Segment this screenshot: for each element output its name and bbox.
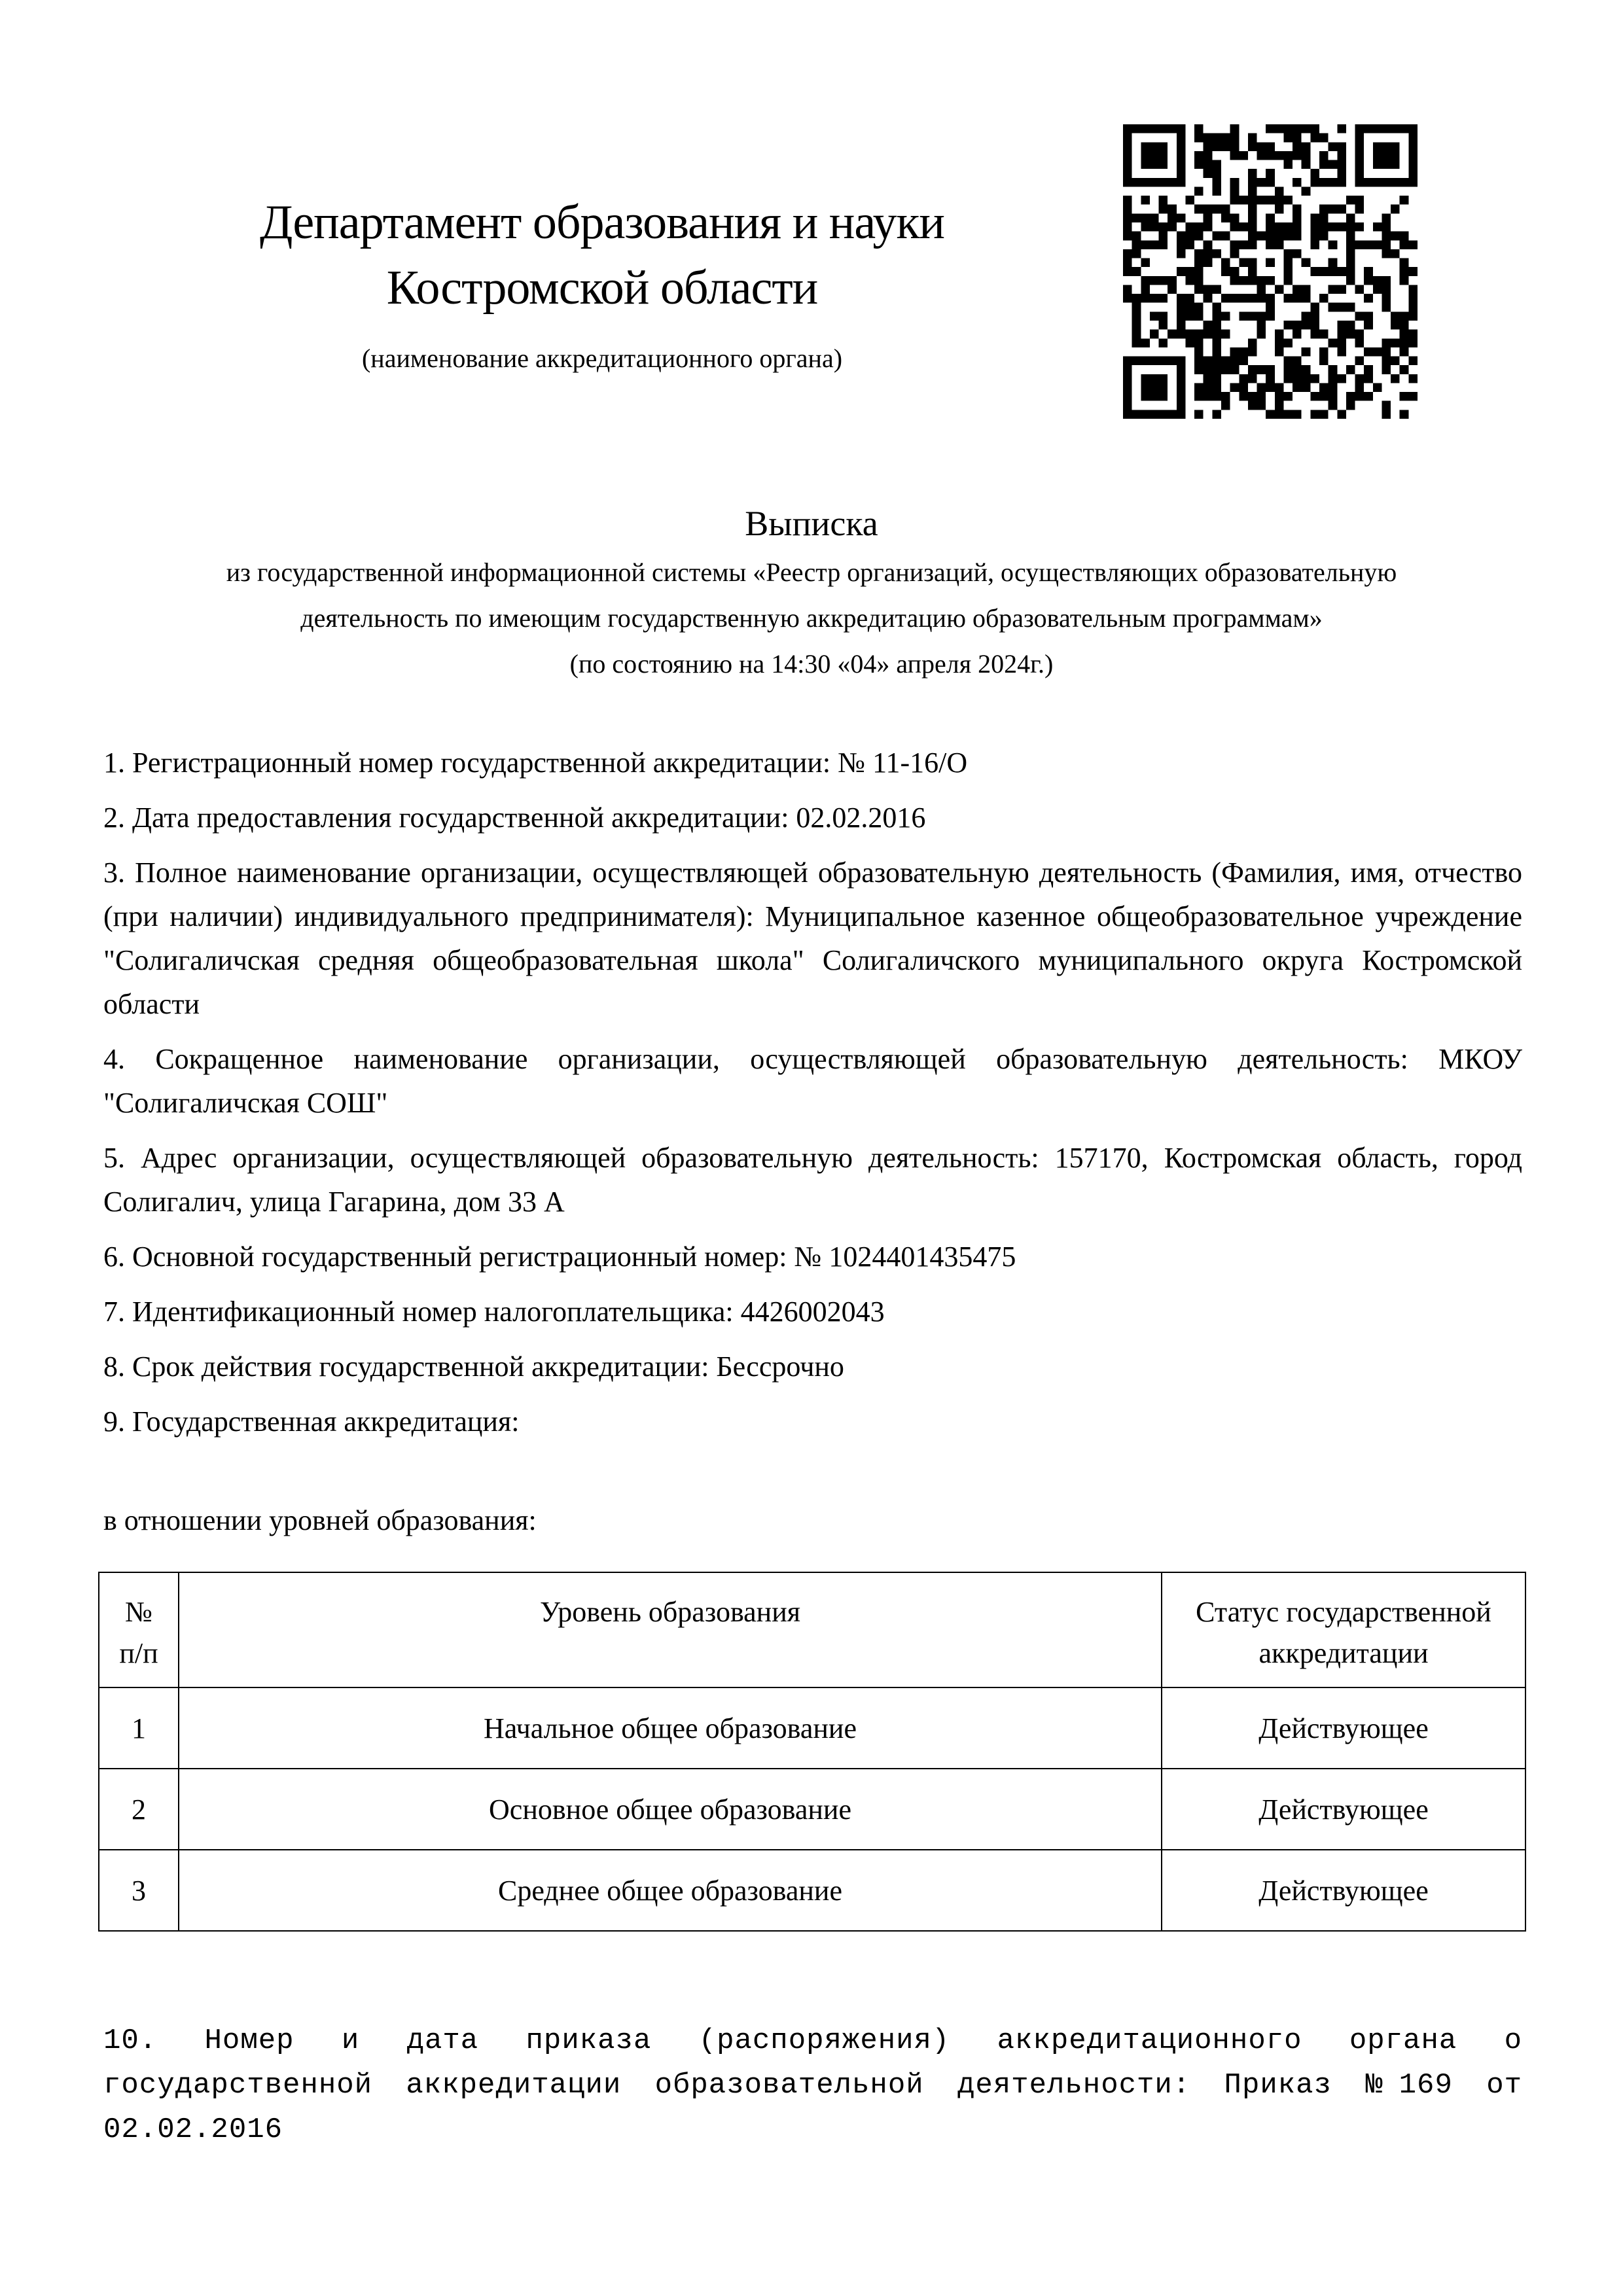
header-status-line-2: аккредитации (1258, 1637, 1429, 1669)
table-row (99, 1850, 1525, 1931)
heading-line-2: деятельность по имеющим государственную аккредитацию образовательным программам» (300, 603, 1323, 633)
document-heading (105, 497, 1518, 687)
header-level: Уровень образования (179, 1572, 1162, 1687)
item-registration-number: 1. Регистрационный номер государственной аккредитации: № 11-16/О (103, 747, 968, 779)
item-short-name: 4. Сокращенное наименование организации, осуществляющей образовательную деятельность: МКОУ "Солигаличская СОШ" (103, 1043, 1522, 1119)
header-status-line-1: Статус государственной (1196, 1596, 1491, 1628)
heading-line-3: (по состоянию на 14:30 «04» апреля 2024г.) (569, 649, 1054, 679)
org-caption: (наименование аккредитационного органа) (361, 344, 843, 373)
table-row (99, 1687, 1525, 1769)
header-number (99, 1572, 179, 1687)
row-number: 2 (99, 1769, 179, 1850)
item-ogrn: 6. Основной государственный регистрационный номер: № 1024401435475 (103, 1241, 1016, 1273)
row-status: Действующее (1162, 1769, 1525, 1850)
org-name-line-2: Костромской области (386, 261, 818, 315)
qr-code-icon (1123, 124, 1418, 419)
row-status: Действующее (1162, 1687, 1525, 1769)
row-number: 3 (99, 1850, 179, 1931)
item-full-name: 3. Полное наименование организации, осуществляющей образовательную деятельность (Фамилия, имя, отчество (при наличии) индивидуального предпринимателя): Муниципальное казенное общеобразовательное учреждение "Солигаличская средняя общеобразовательная школа" Солигаличского муниципального округа Костромской области (103, 857, 1522, 1020)
row-level: Основное общее образование (179, 1769, 1162, 1850)
item-inn: 7. Идентификационный номер налогоплательщика: 4426002043 (103, 1296, 885, 1328)
heading-line-1: из государственной информационной системы «Реестр организаций, осуществляющих образовательную (226, 557, 1397, 587)
item-accreditation: 9. Государственная аккредитация: (103, 1405, 520, 1438)
levels-caption: в отношении уровней образования: (103, 1504, 537, 1536)
row-status: Действующее (1162, 1850, 1525, 1931)
document-title: Выписка (745, 504, 878, 543)
education-levels-table (98, 1572, 1526, 1932)
header-number-line-2: п/п (119, 1637, 158, 1669)
item-address: 5. Адрес организации, осуществляющей образовательную деятельность: 157170, Костромская область, город Солигалич, улица Гагарина, дом 33 А (103, 1142, 1522, 1218)
table-row (99, 1769, 1525, 1850)
row-level: Начальное общее образование (179, 1687, 1162, 1769)
row-level: Среднее общее образование (179, 1850, 1162, 1931)
row-number: 1 (99, 1687, 179, 1769)
item-validity: 8. Срок действия государственной аккредитации: Бессрочно (103, 1351, 844, 1383)
table-header-row (99, 1572, 1525, 1687)
header-number-line-1: № (125, 1596, 152, 1628)
qr-modules (1123, 124, 1418, 419)
item-accreditation-date: 2. Дата предоставления государственной аккредитации: 02.02.2016 (103, 802, 926, 834)
header-status (1162, 1572, 1525, 1687)
org-name-line-1: Департамент образования и науки (259, 196, 945, 249)
extract-items (103, 741, 1522, 1455)
item-order: 10. Номер и дата приказа (распоряжения) аккредитационного органа о государственной аккредитации образовательной деятельности: Приказ №169 от 02.02.2016 (103, 2024, 1522, 2146)
accrediting-body-block (164, 190, 1041, 374)
